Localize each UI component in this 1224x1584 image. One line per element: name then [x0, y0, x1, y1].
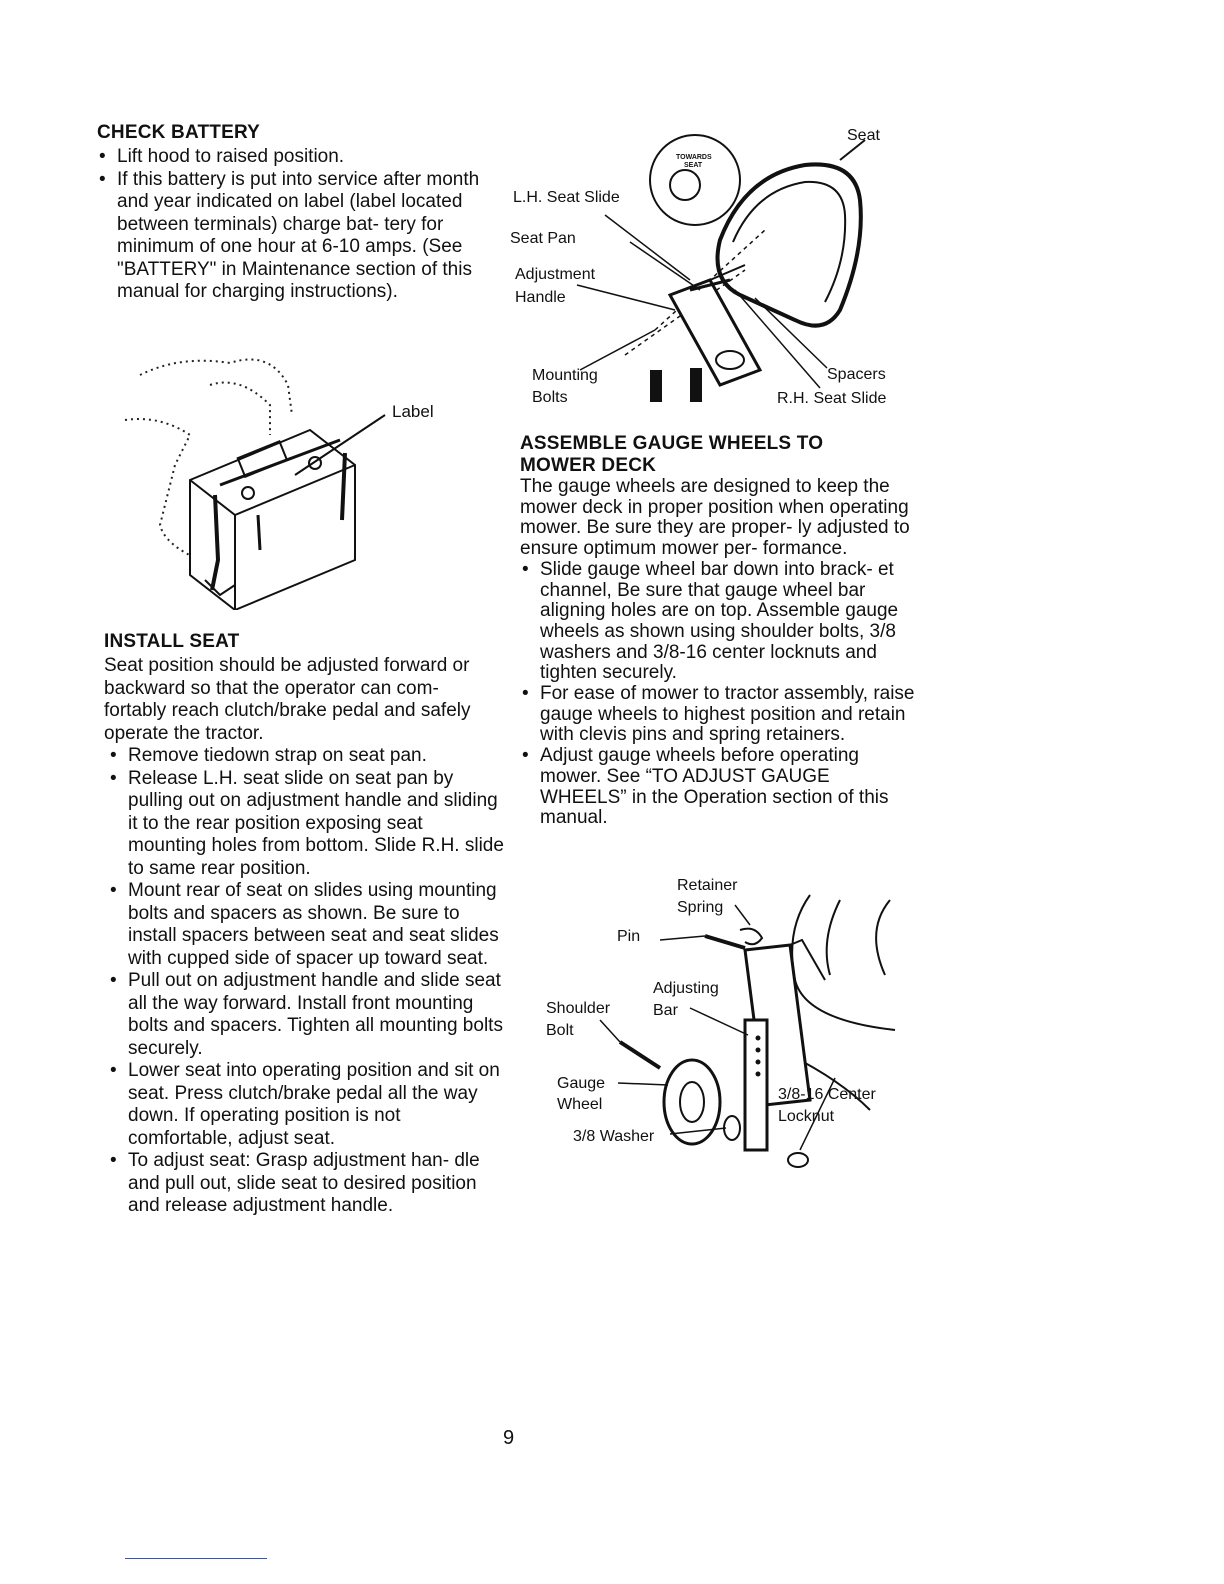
list-item: • Lift hood to raised position. — [95, 146, 507, 169]
spacers-label: Spacers — [827, 366, 886, 383]
check-battery-heading: CHECK BATTERY — [97, 122, 261, 143]
gauge-wheels-heading-line1: ASSEMBLE GAUGE WHEELS TO — [520, 433, 824, 454]
seat-figure — [505, 120, 915, 420]
battery-label-callout: Label — [392, 402, 434, 421]
gauge-label: Gauge — [557, 1075, 606, 1092]
list-item: • For ease of mower to tractor assembly, raise gauge wheels to highest position and retain with clevis pins and spring retainers. — [518, 684, 920, 746]
list-item: • Pull out on adjustment handle and slide seat all the way forward. Install front mounting bolts and spacers. Tighten all mounting bolts securely. — [106, 970, 504, 1060]
shoulder-label: Shoulder — [546, 1000, 611, 1017]
gauge-wheels-section — [520, 433, 920, 829]
pin-label: Pin — [617, 928, 641, 945]
gauge-wheels-intro: The gauge wheels are designed to keep the mower deck in proper position when operating mower. Be sure they are proper- ly adjusted to ensure optimum mower per- formance. — [520, 476, 910, 560]
bolt-label: Bolt — [546, 1022, 574, 1039]
install-seat-intro: Seat position should be adjusted forward or backward so that the operator can com- fortably reach clutch/brake pedal and safely operate the tractor. — [104, 655, 471, 744]
battery-illustration — [120, 345, 450, 610]
list-item: • Mount rear of seat on slides using mounting bolts and spacers as shown. Be sure to install spacers between seat and seat slides with cupped side of spacer up toward seat. — [106, 880, 504, 970]
seat-label: Seat — [847, 127, 880, 144]
list-item: • Slide gauge wheel bar down into brack- et channel, Be sure that gauge wheel bar aligning holes are on top. Assemble gauge wheels as shown using shoulder bolts, 3/8 washers and 3/8-16 center locknuts and tighten securely. — [518, 560, 920, 684]
install-seat-list — [106, 745, 504, 1218]
gauge-wheels-heading — [520, 433, 920, 477]
list-item: • To adjust seat: Grasp adjustment han- dle and pull out, slide seat to desired position and release adjustment handle. — [106, 1150, 504, 1218]
adjusting-label: Adjusting — [653, 980, 719, 997]
spring-label: Spring — [677, 899, 724, 916]
list-item: • Adjust gauge wheels before operating mower. See “TO ADJUST GAUGE WHEELS” in the Operation section of this manual. — [518, 746, 920, 829]
bolts-label: Bolts — [532, 389, 568, 406]
gauge-wheels-heading-line2: MOWER DECK — [520, 455, 657, 476]
wheel-label: Wheel — [557, 1096, 603, 1113]
lh-seat-slide-label: L.H. Seat Slide — [513, 189, 620, 206]
washer-label: 3/8 Washer — [573, 1128, 655, 1145]
gauge-wheel-illustration — [540, 870, 910, 1170]
towards-seat-label: SEAT — [684, 162, 703, 169]
center-locknut-label: 3/8-16 Center — [778, 1086, 876, 1103]
install-seat-heading: INSTALL SEAT — [104, 631, 240, 652]
left-column — [97, 122, 507, 304]
install-seat-section — [104, 631, 504, 1218]
list-item: • Release L.H. seat slide on seat pan by pulling out on adjustment handle and sliding it to the rear position exposing seat mounting holes from bottom. Slide R.H. slide to same rear position. — [106, 768, 504, 881]
battery-figure — [120, 345, 450, 610]
rh-seat-slide-label: R.H. Seat Slide — [777, 390, 887, 407]
bar-label: Bar — [653, 1002, 678, 1019]
list-item: • If this battery is put into service after month and year indicated on label (label located between terminals) charge bat- tery for minimum of one hour at 6-10 amps. (See "BATTERY" in Maintenance section of this manual for charging instructions). — [95, 169, 507, 304]
retainer-label: Retainer — [677, 877, 738, 894]
footer-rule — [125, 1558, 267, 1559]
gauge-wheel-figure — [540, 870, 910, 1170]
mounting-label: Mounting — [532, 367, 598, 384]
locknut-label: Locknut — [778, 1108, 835, 1125]
towards-label: TOWARDS — [676, 154, 712, 161]
adjustment-label: Adjustment — [515, 266, 596, 283]
list-item: • Remove tiedown strap on seat pan. — [106, 745, 504, 768]
handle-label: Handle — [515, 289, 566, 306]
check-battery-list — [95, 146, 507, 304]
gauge-wheels-list — [518, 560, 920, 829]
page-number: 9 — [503, 1427, 515, 1449]
seat-pan-label: Seat Pan — [510, 230, 576, 247]
list-item: • Lower seat into operating position and sit on seat. Press clutch/brake pedal all the way down. If operating position is not comfortable, adjust seat. — [106, 1060, 504, 1150]
